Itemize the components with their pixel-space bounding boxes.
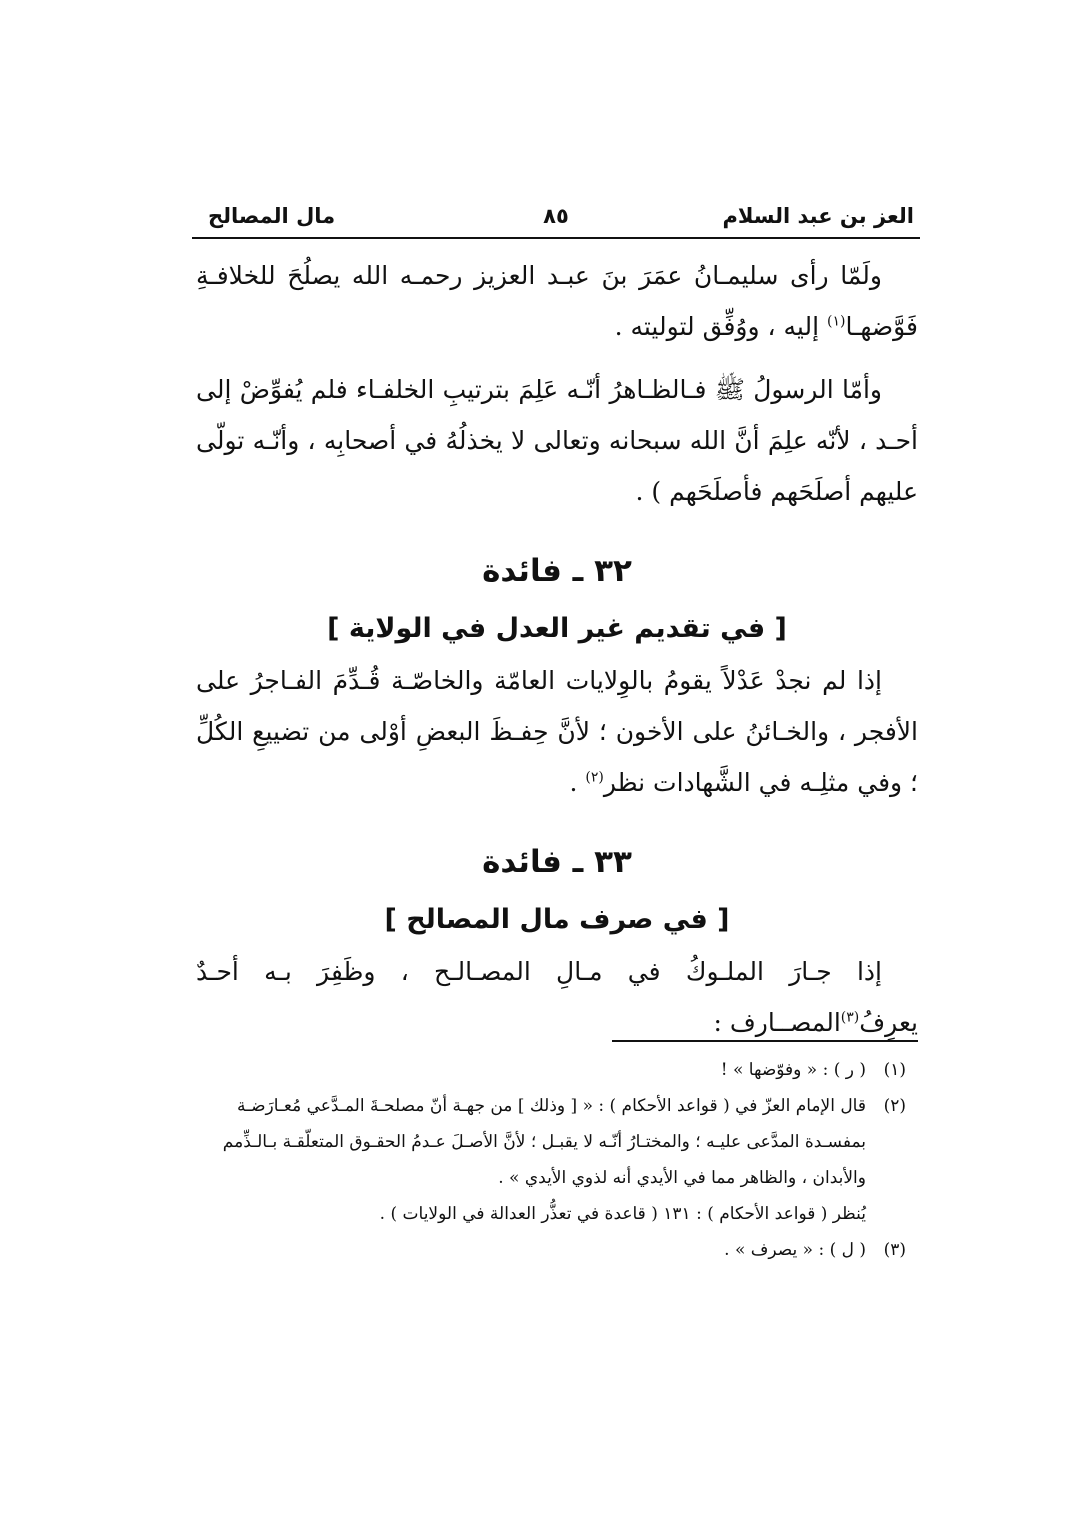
running-header xyxy=(192,200,920,236)
paragraph-1-tail: إليه ، ووُفِّق لتوليته . xyxy=(614,312,827,341)
header-rule xyxy=(192,237,920,239)
footnote-3 xyxy=(180,1232,906,1268)
footnote-2-line-2: بمفسـدة المدَّعى عليـه ؛ والمختـارُ أنّـه لا يقبـل ؛ لأنَّ الأصـلَ عـدمُ الحقـوق المتعلّقـة بـالـذِّمم xyxy=(222,1132,866,1152)
section-33-text: إذا جـارَ الملـوكُ في مـالِ المصـالـح ، وظَفِرَ بـه أحـدٌ يعرِفُ xyxy=(196,957,918,1037)
section-32-title: ٣٢ ـ فائدة xyxy=(482,553,632,589)
footnote-2-line-3: والأبدان ، والظاهر مما في الأيدي أنه لذوي الأيدي » . xyxy=(498,1168,866,1188)
section-32-subtitle: [ في تقديم غير العدل في الولاية ] xyxy=(327,613,787,644)
section-33-paragraph xyxy=(196,946,918,1048)
section-33-subtitle: [ في صرف مال المصالح ] xyxy=(384,904,730,935)
paragraph-1-text: ولَمّا رأى سليمـانُ عمَرَ بنَ عبـد العزيز رحمـه الله يصلُحَ للخلافـةِ فَوَّضهـا xyxy=(196,261,918,341)
footnote-2-line-4: يُنظر ( قواعد الأحكام ) : ١٣١ ( قاعدة في تعذُّر العدالة في الولايات ) . xyxy=(379,1204,866,1224)
page-number: ٨٥ xyxy=(543,204,569,228)
section-32-text: إذا لم نجدْ عَدْلاً يقومُ بالوِلايات العامّة والخاصّـة قُـدِّمَ الفـاجرُ على الأفجر ، والخـائنُ على الأخون ؛ لأنَّ حِفـظَ البعضِ أوْلى من تضييعِ الكُلِّ ؛ وفي مثلِـه في الشَّهادات نظر xyxy=(196,666,918,797)
section-32-tail: . xyxy=(569,768,586,797)
footnote-ref-2: (٢) xyxy=(585,769,604,786)
main-text xyxy=(196,250,918,1048)
footnote-1-number: (١) xyxy=(883,1060,906,1080)
footnotes xyxy=(180,1052,906,1268)
paragraph-1 xyxy=(196,250,918,352)
footnote-2-line-1: قال الإمام العزّ في ( قواعد الأحكام ) : « [ وذلك ] من جهـة أنّ مصلحـةَ المـدَّعي مُعـارَضـة xyxy=(237,1096,866,1116)
footnote-3-number: (٣) xyxy=(883,1240,906,1260)
footnote-ref-1: (١) xyxy=(826,313,846,330)
header-chapter: مال المصالح xyxy=(208,204,336,228)
footnote-3-text: ( ل ) : « يصرف » . xyxy=(724,1240,866,1260)
footnote-1-text: ( ر ) : « وفوّضها » ! xyxy=(720,1060,866,1080)
footnote-ref-3: (٣) xyxy=(840,1009,860,1026)
paragraph-2: وأمّا الرسولُ ﷺ فـالظـاهرُ أنّـه عَلِمَ بترتيبِ الخلفـاء فلم يُفوِّضْ إلى أحـد ، لأنّه علِمَ أنَّ الله سبحانه وتعالى لا يخذلُهُ في أصحابِه ، وأنّـه تولّى عليهم أصلَحَهم فأصلَحَهم ) . xyxy=(196,375,918,506)
section-32-paragraph xyxy=(196,655,918,808)
footnote-rule xyxy=(612,1040,918,1042)
header-author: العز بن عبد السلام xyxy=(722,204,914,228)
footnote-2-number: (٢) xyxy=(883,1096,906,1116)
section-33-title: ٣٣ ـ فائدة xyxy=(482,844,632,880)
footnote-1 xyxy=(180,1052,906,1088)
footnote-2 xyxy=(180,1088,906,1232)
section-33-tail: المصــارف : xyxy=(713,1008,841,1037)
